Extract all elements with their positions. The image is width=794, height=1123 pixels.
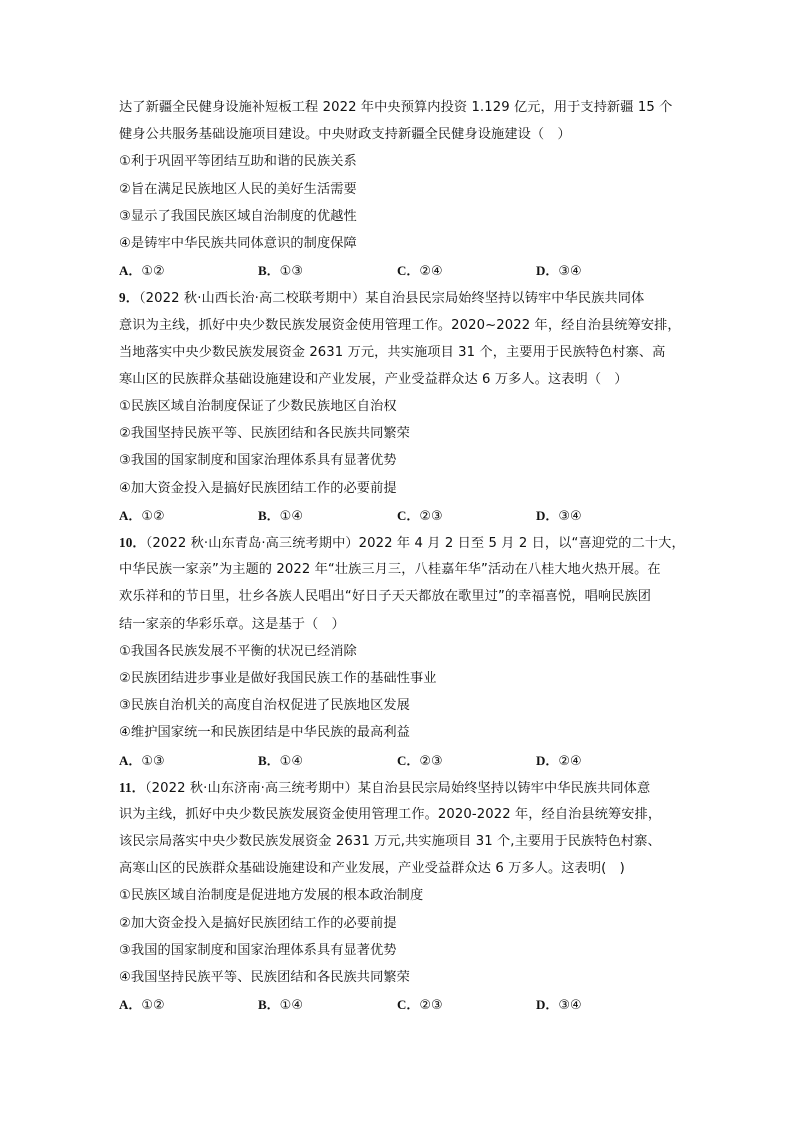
choice-d[interactable] [536, 747, 675, 774]
choice-a[interactable] [119, 747, 258, 774]
question-8-option: ②旨在满足民族地区人民的美好生活需要 [119, 181, 357, 197]
question-9-choices [119, 502, 679, 529]
choice-letter: D． [536, 507, 559, 523]
choice-letter: B． [258, 997, 280, 1013]
choice-text: ①④ [279, 998, 303, 1014]
question-number: 10． [119, 535, 146, 550]
question-number: 9． [119, 290, 139, 306]
question-8-option: ④是铸牢中华民族共同体意识的制度保障 [119, 235, 357, 251]
choice-letter: B． [258, 507, 280, 523]
question-9 [119, 284, 679, 529]
question-8-option: ①利于巩固平等团结互助和谐的民族关系 [119, 154, 357, 170]
choice-letter: C． [397, 997, 420, 1013]
choice-text: ②③ [419, 753, 443, 769]
question-11-stem-line: 该民宗局落实中央少数民族发展资金 2631 万元,共实施项目 31 个,主要用于民族特色村寨、 [119, 834, 661, 850]
question-9-option: ②我国坚持民族平等、民族团结和各民族共同繁荣 [119, 426, 410, 442]
question-9-stem-text: （2022 秋·山西长治·高二校联考期中）某自治县民宗局始终坚持以铸牢中华民族共同体 [138, 291, 645, 307]
question-9-option: ④加大资金投入是搞好民族团结工作的必要前提 [119, 480, 397, 496]
question-10-stem-line [119, 529, 685, 556]
choice-letter: D． [536, 263, 559, 279]
question-8-stem-line: 健身公共服务基础设施项目建设。中央财政支持新疆全民健身设施建设（ ） [119, 127, 571, 143]
choice-c[interactable] [397, 502, 536, 529]
question-11-stem-line: 识为主线，抓好中央少数民族发展资金使用管理工作。2020-2022 年，经自治县统筹安排， [119, 806, 662, 822]
question-11-option: ④我国坚持民族平等、民族团结和各民族共同繁荣 [119, 970, 410, 985]
choice-a[interactable] [119, 991, 258, 1018]
question-9-option: ③我国的国家制度和国家治理体系具有显著优势 [119, 453, 397, 469]
choice-letter: D． [536, 752, 559, 768]
question-list [119, 94, 685, 1018]
choice-b[interactable] [258, 257, 397, 284]
question-9-stem-line [119, 284, 679, 311]
question-11-option: ②加大资金投入是搞好民族团结工作的必要前提 [119, 915, 397, 931]
question-8-stem-line: 达了新疆全民健身设施补短板工程 2022 年中央预算内投资 1.129 亿元，用于支持新疆 15 个 [119, 100, 673, 115]
choice-a[interactable] [119, 502, 258, 529]
question-10 [119, 529, 685, 774]
question-9-option: ①民族区域自治制度保证了少数民族地区自治权 [119, 399, 397, 415]
choice-letter: A． [119, 752, 142, 768]
question-9-stem-line: 意识为主线，抓好中央少数民族发展资金使用管理工作。2020~2022 年，经自治县统筹安排， [119, 317, 681, 333]
question-10-option: ①我国各民族发展不平衡的状况已经消除 [119, 643, 357, 659]
question-11-stem-line: 高寒山区的民族群众基础设施建设和产业发展，产业受益群众达 6 万多人。这表明( ) [119, 861, 625, 877]
choice-text: ①② [141, 508, 165, 524]
choice-text: ③④ [558, 264, 582, 280]
question-10-choices [119, 747, 679, 774]
question-9-stem-line: 当地落实中央少数民族发展资金 2631 万元，共实施项目 31 个，主要用于民族特色村寨、高 [119, 344, 666, 360]
question-11-option: ①民族区域自治制度是促进地方发展的根本政治制度 [119, 888, 424, 904]
choice-text: ①③ [141, 753, 165, 769]
choice-letter: A． [119, 997, 142, 1013]
question-11-stem-text: （2022 秋·山东济南·高三统考期中）某自治县民宗局始终坚持以铸牢中华民族共同体意 [144, 780, 651, 796]
question-8-choices [119, 257, 679, 284]
question-8-option: ③显示了我国民族区域自治制度的优越性 [119, 208, 357, 224]
choice-b[interactable] [258, 747, 397, 774]
choice-text: ②③ [419, 998, 443, 1014]
question-10-option: ④维护国家统一和民族团结是中华民族的最高利益 [119, 725, 410, 741]
choice-letter: C． [397, 263, 420, 279]
choice-letter: D． [536, 997, 559, 1013]
choice-letter: C． [397, 752, 420, 768]
question-11-stem-line [119, 774, 679, 801]
choice-text: ②③ [419, 508, 443, 524]
choice-d[interactable] [536, 502, 675, 529]
choice-b[interactable] [258, 991, 397, 1018]
choice-text: ②④ [419, 264, 443, 280]
question-9-stem-line: 寒山区的民族群众基础设施建设和产业发展，产业受益群众达 6 万多人。这表明（ ） [119, 371, 628, 387]
question-10-stem-line: 欢乐祥和的节日里，壮乡各族人民唱出“好日子天天都放在歌里过”的幸福喜悦，唱响民族团 [119, 589, 652, 605]
choice-text: ③④ [558, 998, 582, 1014]
choice-text: ③④ [558, 508, 582, 524]
question-10-option: ②民族团结进步事业是做好我国民族工作的基础性事业 [119, 670, 437, 686]
choice-d[interactable] [536, 991, 675, 1018]
choice-c[interactable] [397, 747, 536, 774]
choice-b[interactable] [258, 502, 397, 529]
choice-letter: B． [258, 263, 280, 279]
choice-text: ①② [141, 264, 165, 280]
choice-letter: B． [258, 752, 280, 768]
choice-letter: A． [119, 263, 142, 279]
choice-letter: A． [119, 507, 142, 523]
question-11 [119, 774, 679, 1019]
question-10-stem-text: （2022 秋·山东青岛·高三统考期中）2022 年 4 月 2 日至 5 月 2 日，以“喜迎党的二十大， [145, 536, 685, 551]
choice-text: ①③ [279, 264, 303, 280]
question-11-option: ③我国的国家制度和国家治理体系具有显著优势 [119, 942, 397, 958]
question-8 [119, 94, 679, 284]
choice-text: ①② [141, 998, 165, 1014]
choice-letter: C． [397, 507, 420, 523]
choice-d[interactable] [536, 257, 675, 284]
choice-text: ①④ [279, 753, 303, 769]
question-11-choices [119, 991, 679, 1018]
question-10-stem-line: 结一家亲的华彩乐章。这是基于（ ） [119, 616, 345, 632]
choice-text: ①④ [279, 508, 303, 524]
question-number: 11． [119, 779, 145, 795]
choice-text: ②④ [558, 753, 582, 769]
choice-c[interactable] [397, 991, 536, 1018]
question-10-stem-line: 中华民族一家亲”为主题的 2022 年“壮族三月三，八桂嘉年华”活动在八桂大地火热开展。在 [119, 562, 661, 578]
question-10-option: ③民族自治机关的高度自治权促进了民族地区发展 [119, 698, 410, 714]
choice-c[interactable] [397, 257, 536, 284]
choice-a[interactable] [119, 257, 258, 284]
